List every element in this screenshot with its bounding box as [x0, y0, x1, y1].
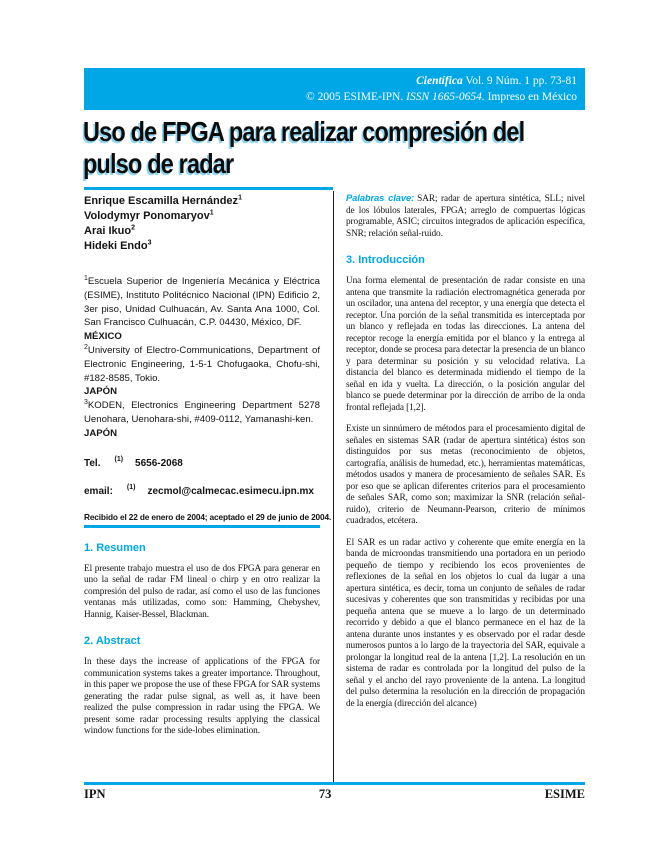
footer-institution-right: ESIME	[544, 787, 585, 801]
footer	[84, 787, 585, 802]
journal-volume-line	[84, 73, 577, 89]
affiliation-country: JAPÓN	[84, 427, 118, 439]
telephone-label: Tel.	[84, 457, 101, 469]
affiliations-block	[84, 275, 320, 441]
affiliation-marker: 1	[84, 274, 88, 282]
affiliation-marker: 2	[84, 343, 88, 351]
email-label: email:	[84, 485, 113, 497]
keywords-paragraph	[346, 192, 585, 240]
resumen-heading: 1. Resumen	[84, 541, 146, 554]
right-column	[346, 192, 585, 710]
journal-name: Científica	[416, 75, 463, 87]
footer-page-number: 73	[318, 787, 332, 801]
abstract-text: In these days the increase of applications of the FPGA for communication systems takes a greater importance. Throughout, in this paper we propose the use of these FPGA for SAR systems generating the radar pulse signal, as well as, it have been realized the pulse compression in radar using the FPGA. We present some radar processing results applying the classical window functions for the side-lobes elimination.	[84, 657, 320, 737]
author-line	[84, 224, 320, 239]
author-line	[84, 194, 320, 209]
author-line	[84, 239, 320, 254]
affiliation-text: University of Electro-Communications, Department of Electronic Engineering, 1-5-1 Chofugaoka, Chofu-shi, #182-8585, Tokio.	[84, 344, 320, 384]
introduction-heading: 3. Introducción	[346, 254, 425, 266]
telephone-row	[84, 458, 320, 469]
affiliation-text: KODEN, Electronics Engineering Department 5278 Uenohara, Uenohara-shi, #409-0112, Yamanashi-ken.	[84, 400, 320, 425]
telephone-number: 5656-2068	[135, 457, 183, 469]
paper-title	[83, 116, 524, 180]
email-address: zecmol@calmecac.esimecu.ipn.mx	[147, 485, 314, 497]
resumen-text: El presente trabajo muestra el uso de dos FPGA para generar en uno la señal de radar FM lineal o chirp y en otro realizar la compresión del pulso de radar, así como el uso de las funciones ventanas más utilizadas, como son: Hamming, Chebyshev, Hannig, Kaiser-Bessel, Blackman.	[84, 563, 320, 620]
paper-title-line1: Uso de FPGA para realizar compresión del	[83, 116, 525, 147]
author-name: Volodymyr Ponomaryov	[84, 210, 210, 222]
introduction-paragraph-2: Existe un sinnúmero de métodos para el procesamiento digital de señales en sistemas SAR (radar de apertura sintética) éstos son distinguidos por sus metas (reconocimiento de objetos, cartografía, análisis de humedad, etc.), herramientas matemáticas, métodos usados y manera de procesamiento de señales SAR. Es por eso que se aplican diferentes criterios para el procesamiento de señales SAR, como son; maximizar la SNR (relación señal-ruido), criterio de Neumann-Pearson, criterio de mínimos cuadrados, etcétera.	[346, 424, 585, 526]
journal-printed-in: Impreso en México	[484, 91, 577, 103]
introduction-paragraph-1: Una forma elemental de presentación de radar consiste en una antena que transmite la radiación electromagnética generada por un oscilador, una antena del receptor, y una energía que detecta el receptor. Una porción de la señal transmitida es interceptada por un blanco y reflejada en todas las direcciones. La antena del receptor recoge la energía emitida por el blanco y la entrega al receptor, donde se procesa para detectar la presencia de un blanco y para determinar su posición y su velocidad relativa. La distancia del blanco es determinada midiendo el tiempo de la señal en ida y vuelta. La dirección, o la posición angular del blanco se puede determinar por la dirección de arribo de la onda frontal reflejada [1,2].	[346, 276, 585, 413]
affiliation-1	[84, 275, 320, 330]
author-affiliation-ref: 3	[147, 239, 152, 247]
keywords-text: SAR; radar de apertura sintética, SLL; nivel de los lóbulos laterales, FPGA; arreglo de compuertas lógicas programable, ASIC; circuitos integrados de aplicación específica, SNR; relación señal-ruido.	[346, 194, 585, 239]
author-affiliation-ref: 1	[209, 209, 214, 217]
email-ref: (1)	[126, 484, 136, 492]
title-underline-rule	[84, 187, 333, 190]
author-name: Enrique Escamilla Hernández	[84, 195, 239, 207]
abstract-heading: 2. Abstract	[84, 635, 141, 648]
footer-institution-left: IPN	[84, 787, 106, 801]
received-underline-rule	[84, 525, 320, 528]
journal-header-bar	[84, 68, 585, 110]
authors-block	[84, 194, 320, 254]
affiliation-2	[84, 344, 320, 385]
author-line	[84, 209, 320, 224]
journal-copyright: © 2005 ESIME-IPN.	[306, 91, 407, 103]
author-name: Hideki Endo	[84, 240, 148, 252]
author-affiliation-ref: 2	[131, 224, 135, 232]
journal-copyright-line	[84, 89, 577, 105]
column-divider-rule	[333, 191, 334, 782]
journal-volume-info: Vol. 9 Núm. 1 pp. 73-81	[462, 75, 577, 87]
left-column	[84, 194, 332, 738]
keywords-label: Palabras clave:	[346, 192, 415, 203]
footer-rule	[84, 782, 585, 785]
affiliation-3	[84, 399, 320, 427]
email-row	[84, 486, 320, 497]
affiliation-text: Escuela Superior de Ingeniería Mecánica y Eléctrica (ESIME), Instituto Politécnico Nacional (IPN) Edificio 2, 3er piso, Unidad Culhuacán, Av. Santa Ana 1000, Col. San Francisco Culhuacán, C.P. 04430, México, DF.	[84, 276, 320, 329]
affiliation-marker: 3	[84, 398, 88, 406]
author-name: Arai Ikuo	[84, 225, 132, 237]
received-accepted-line: Recibido el 22 de enero de 2004; aceptado el 29 de junio de 2004.	[84, 511, 332, 522]
introduction-paragraph-3: El SAR es un radar activo y coherente que emite energía en la banda de microondas transmitiendo una portadora en un periodo pequeño de tiempo y recibiendo los ecos provenientes de reflexiones de la señal en los objetos lo cual da lugar a una apertura sintética, es decir, toma un conjunto de señales de radar sucesivas y coherentes que son transmitidas y recibidas por una pequeña antena que se mueve a lo largo de un determinado recorrido y debido a que el blanco permanece en el haz de la antena durante unos instantes y es observado por el radar desde numerosos puntos a lo largo de la trayectoria del SAR, equivale a prolongar la longitud real de la antena [1,2]. La resolución en un sistema de radar es controlada por la longitud del pulso de la señal y el ancho del rayo proveniente de la antena. La longitud del pulso determina la resolución en la dirección de propagación de la energía (dirección del alcance)	[346, 537, 585, 709]
paper-title-line2: pulso de radar	[83, 148, 234, 179]
affiliation-country: MÉXICO	[84, 331, 122, 343]
affiliation-country: JAPÓN	[84, 386, 118, 398]
journal-issn: ISSN 1665-0654.	[406, 91, 485, 103]
telephone-ref: (1)	[114, 456, 124, 464]
author-affiliation-ref: 1	[238, 194, 242, 202]
